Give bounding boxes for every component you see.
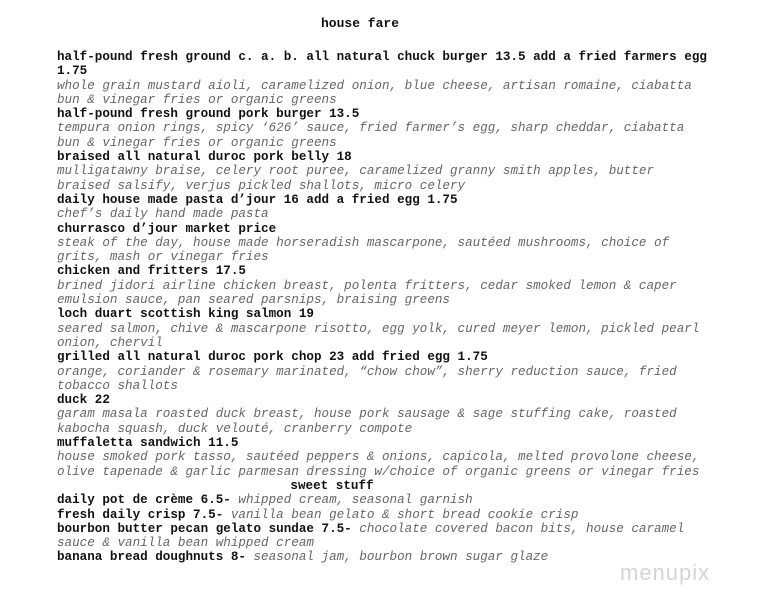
menu-line [57, 292, 757, 306]
item-description: onion, chervil [57, 335, 163, 350]
item-description: mulligatawny braise, celery root puree, caramelized granny smith apples, butter [57, 164, 655, 179]
item-description: chef’s daily hand made pasta [57, 207, 269, 222]
item-description: tobacco shallots [57, 378, 178, 393]
item-description: olive tapenade & garlic parmesan dressing w/choice of organic greens or vinegar fries [57, 464, 700, 479]
menu-line [57, 149, 757, 163]
menu-line [57, 49, 757, 63]
item-name: daily pot de crème 6.5- [57, 493, 231, 508]
menu-line [57, 206, 757, 220]
menu-line [57, 364, 757, 378]
item-description: bun & vinegar fries or organic greens [57, 92, 337, 107]
item-description: vanilla bean gelato & short bread cookie crisp [223, 507, 579, 522]
item-name: muffaletta sandwich 11.5 [57, 436, 239, 451]
menu-line [57, 278, 757, 292]
section-heading [57, 478, 757, 492]
menu-line [57, 221, 757, 235]
item-description: tempura onion rings, spicy ‘626’ sauce, fried farmer’s egg, sharp cheddar, ciabatta [57, 121, 685, 136]
item-name: half-pound fresh ground pork burger 13.5 [57, 107, 360, 122]
item-name: chicken and fritters 17.5 [57, 264, 246, 279]
item-description: grits, mash or vinegar fries [57, 250, 269, 265]
menu-line [57, 392, 757, 406]
item-description: sauce & vanilla bean whipped cream [57, 536, 314, 551]
menu-line [57, 78, 757, 92]
watermark-logo: menupix [620, 560, 711, 585]
item-description: emulsion sauce, pan seared parsnips, braising greens [57, 293, 450, 308]
menu-line [57, 178, 757, 192]
menu-line [57, 321, 757, 335]
item-name: 1.75 [57, 64, 88, 79]
menu-line [57, 492, 757, 506]
item-name: loch duart scottish king salmon 19 [57, 307, 314, 322]
item-name: daily house made pasta d’jour 16 add a fried egg 1.75 [57, 192, 458, 207]
menu-line [57, 63, 757, 77]
menu-line [57, 106, 757, 120]
item-description: steak of the day, house made horseradish mascarpone, sautéed mushrooms, choice of [57, 235, 670, 250]
item-name: fresh daily crisp 7.5- [57, 507, 224, 522]
menu-list [57, 49, 757, 564]
menu-line [57, 421, 757, 435]
menu-line [57, 521, 757, 535]
menu-line [57, 435, 757, 449]
item-name: duck 22 [57, 393, 110, 408]
menu-line [57, 378, 757, 392]
item-name: bourbon butter pecan gelato sundae 7.5- [57, 521, 352, 536]
page-title: house fare [320, 16, 399, 31]
menu-line [57, 135, 757, 149]
menu-line [57, 406, 757, 420]
item-name: banana bread doughnuts 8- [57, 550, 246, 565]
menu-line [57, 349, 757, 363]
menu-line [57, 263, 757, 277]
item-name: churrasco d’jour market price [57, 221, 277, 236]
menu-line [57, 535, 757, 549]
menu-line [57, 235, 757, 249]
item-name: half-pound fresh ground c. a. b. all natural chuck burger 13.5 add a fried farmers egg [57, 50, 707, 64]
item-name: braised all natural duroc pork belly 18 [57, 150, 352, 165]
item-description: garam masala roasted duck breast, house pork sausage & sage stuffing cake, roasted [57, 407, 677, 422]
item-description: chocolate covered bacon bits, house caramel [351, 521, 685, 536]
menu-line [57, 306, 757, 320]
item-description: whole grain mustard aioli, caramelized onion, blue cheese, artisan romaine, ciabatta [57, 78, 692, 93]
menu-line [57, 249, 757, 263]
item-description: bun & vinegar fries or organic greens [57, 135, 337, 150]
item-description: whipped cream, seasonal garnish [230, 493, 473, 508]
menu-line [57, 507, 757, 521]
menu-line [57, 92, 757, 106]
item-name: sweet stuff [290, 478, 374, 493]
menu-line [57, 464, 757, 478]
menu-line [57, 449, 757, 463]
item-name: grilled all natural duroc pork chop 23 add fried egg 1.75 [57, 350, 488, 365]
item-description: brined jidori airline chicken breast, polenta fritters, cedar smoked lemon & caper [57, 278, 677, 293]
menu-line [57, 192, 757, 206]
item-description: kabocha squash, duck velouté, cranberry compote [57, 421, 413, 436]
item-description: orange, coriander & rosemary marinated, “chow chow”, sherry reduction sauce, fried [57, 364, 677, 379]
menu-line [57, 335, 757, 349]
menu-line [57, 120, 757, 134]
item-description: braised salsify, verjus pickled shallots, micro celery [57, 178, 466, 193]
item-description: house smoked pork tasso, sautéed peppers & onions, capicola, melted provolone cheese, [57, 450, 700, 465]
item-description: seared salmon, chive & mascarpone risotto, egg yolk, cured meyer lemon, pickled pearl [57, 321, 700, 336]
item-description: seasonal jam, bourbon brown sugar glaze [245, 550, 549, 565]
menu-line [57, 163, 757, 177]
